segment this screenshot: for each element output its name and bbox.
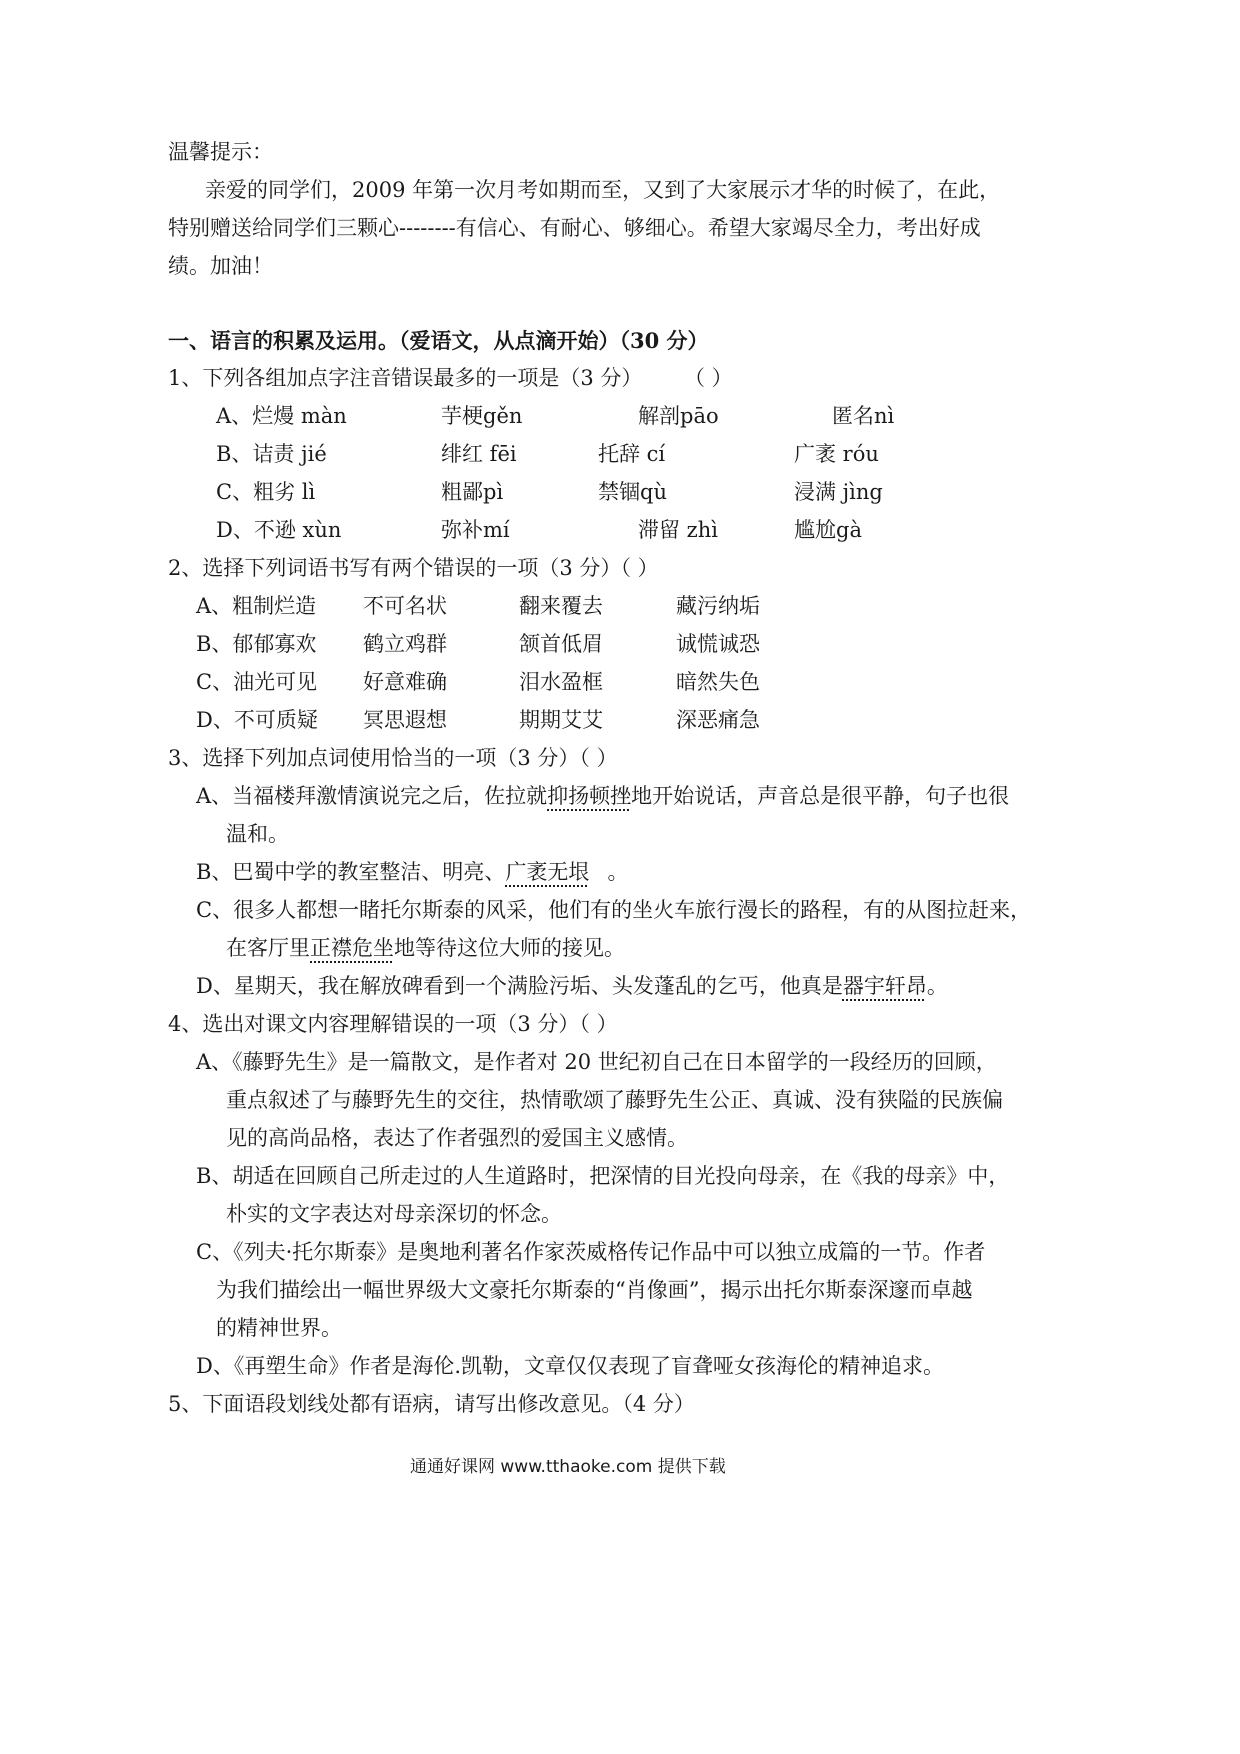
q4-option-d: D、《再塑生命》作者是海伦.凯勒，文章仅仅表现了盲聋哑女孩海伦的精神追求。 — [196, 1354, 945, 1378]
q1-option-a-1: A、烂熳 màn — [216, 404, 347, 428]
q3-option-c-line-2 — [226, 934, 625, 962]
tip-title: 温馨提示： — [168, 140, 273, 164]
q3-c-text-pre: 在客厅里 — [226, 936, 310, 960]
q1-answer-blank: （ ） — [684, 366, 733, 390]
q1-option-b-4: 广袤 róu — [794, 442, 879, 466]
q1-option-b-3: 托辞 cí — [598, 442, 666, 466]
q2-option-c-1: C、油光可见 — [196, 670, 318, 694]
q3-a-text-post: 地开始说话，声音总是很平静，句子也很 — [631, 784, 1010, 808]
q2-option-d-3: 期期艾艾 — [519, 708, 603, 732]
q3-c-dotted-word: 正襟危坐 — [310, 936, 394, 960]
q3-option-d — [196, 972, 948, 1000]
q2-option-c-3: 泪水盈框 — [519, 670, 603, 694]
footer-credit: 通通好课网 www.tthaoke.com 提供下载 — [410, 1457, 726, 1477]
q3-d-text-pre: D、星期天，我在解放碑看到一个满脸污垢、头发蓬乱的乞丐，他真是 — [196, 974, 843, 998]
tip-line-1: 亲爱的同学们，2009 年第一次月考如期而至，又到了大家展示才华的时候了，在此， — [205, 178, 1001, 202]
q2-option-c-4: 暗然失色 — [676, 670, 760, 694]
q2-option-c-2: 好意难确 — [363, 670, 447, 694]
q1-option-a-4: 匿名nì — [832, 404, 895, 428]
q4-option-a-line-3: 见的高尚品格，表达了作者强烈的爱国主义感情。 — [226, 1126, 688, 1150]
q3-b-dotted-word: 广袤无垠 — [505, 860, 590, 884]
q1-option-d-3: 滞留 zhì — [638, 518, 718, 542]
q3-option-a-line-2: 温和。 — [226, 822, 289, 846]
q1-stem: 1、下列各组加点字注音错误最多的一项是（3 分） — [168, 366, 643, 390]
q2-option-a-2: 不可名状 — [363, 594, 447, 618]
q1-option-d-1: D、不逊 xùn — [216, 518, 342, 542]
q3-a-dotted-word: 抑扬顿挫 — [547, 784, 632, 808]
q3-c-text-post: 地等待这位大师的接见。 — [394, 936, 625, 960]
q3-d-dotted-word: 器宇轩昂 — [842, 974, 927, 998]
q2-option-a-4: 藏污纳垢 — [676, 594, 760, 618]
q1-option-a-3: 解剖pāo — [638, 404, 719, 428]
tip-line-3: 绩。加油！ — [168, 254, 273, 278]
q3-stem: 3、选择下列加点词使用恰当的一项（3 分）（ ） — [168, 746, 618, 770]
q4-option-c-line-1: C、《列夫·托尔斯泰》是奥地利著名作家茨威格传记作品中可以独立成篇的一节。作者 — [196, 1240, 986, 1264]
q1-option-c-2: 粗鄙pì — [441, 480, 504, 504]
q3-d-text-post: 。 — [926, 974, 948, 998]
q1-option-d-2: 弥补mí — [441, 518, 510, 542]
q2-option-d-4: 深恶痛急 — [676, 708, 760, 732]
q4-stem: 4、选出对课文内容理解错误的一项（3 分）（ ） — [168, 1012, 618, 1036]
q2-option-a-1: A、粗制烂造 — [196, 594, 317, 618]
q1-option-c-1: C、粗劣 lì — [216, 480, 316, 504]
q3-option-c-line-1: C、很多人都想一睹托尔斯泰的风采，他们有的坐火车旅行漫长的路程，有的从图拉赶来， — [196, 898, 1032, 922]
q4-option-b-line-2: 朴实的文字表达对母亲深切的怀念。 — [226, 1202, 562, 1226]
q3-b-text-pre: B、巴蜀中学的教室整洁、明亮、 — [196, 860, 506, 884]
section-title: 一、语言的积累及运用。（爱语文，从点滴开始）（30 分） — [168, 328, 709, 353]
q2-option-d-1: D、不可质疑 — [196, 708, 318, 732]
q1-option-a-2: 芋梗gěn — [441, 404, 523, 428]
q4-option-c-line-3: 的精神世界。 — [216, 1316, 342, 1340]
q4-option-a-line-2: 重点叙述了与藤野先生的交往，热情歌颂了藤野先生公正、真诚、没有狭隘的民族偏 — [226, 1088, 1003, 1112]
q5-stem: 5、下面语段划线处都有语病，请写出修改意见。（4 分） — [168, 1392, 695, 1416]
q3-a-text-pre: A、当福楼拜激情演说完之后，佐拉就 — [196, 784, 548, 808]
q2-stem: 2、选择下列词语书写有两个错误的一项（3 分） — [168, 556, 622, 580]
q1-option-b-1: B、诘责 jié — [216, 442, 327, 466]
q4-option-a-line-1: A、《藤野先生》是一篇散文，是作者对 20 世纪初自己在日本留学的一段经历的回顾， — [196, 1050, 997, 1074]
q2-option-b-4: 诚慌诚恐 — [676, 632, 760, 656]
tip-line-2: 特别赠送给同学们三颗心--------有信心、有耐心、够细心。希望大家竭尽全力，考出好成 — [168, 216, 981, 240]
q1-option-d-4: 尴尬gà — [794, 518, 862, 542]
q3-option-b — [196, 858, 628, 886]
q2-option-b-3: 颔首低眉 — [519, 632, 603, 656]
q2-option-d-2: 冥思遐想 — [363, 708, 447, 732]
q1-option-c-3: 禁锢qù — [598, 480, 667, 504]
q3-option-a-line-1 — [196, 782, 1009, 810]
q2-option-b-2: 鹤立鸡群 — [363, 632, 447, 656]
q4-option-b-line-1: B、胡适在回顾自己所走过的人生道路时，把深情的目光投向母亲，在《我的母亲》中， — [196, 1164, 1010, 1188]
q2-option-a-3: 翻来覆去 — [519, 594, 603, 618]
q1-option-c-4: 浸满 jìng — [794, 480, 883, 504]
q2-option-b-1: B、郁郁寡欢 — [196, 632, 317, 656]
q4-option-c-line-2: 为我们描绘出一幅世界级大文豪托尔斯泰的“肖像画”，揭示出托尔斯泰深邃而卓越 — [216, 1278, 973, 1302]
q3-b-text-post: 。 — [607, 860, 629, 884]
q2-answer-blank: （ ） — [610, 556, 659, 580]
q1-option-b-2: 绯红 fēi — [441, 442, 517, 466]
